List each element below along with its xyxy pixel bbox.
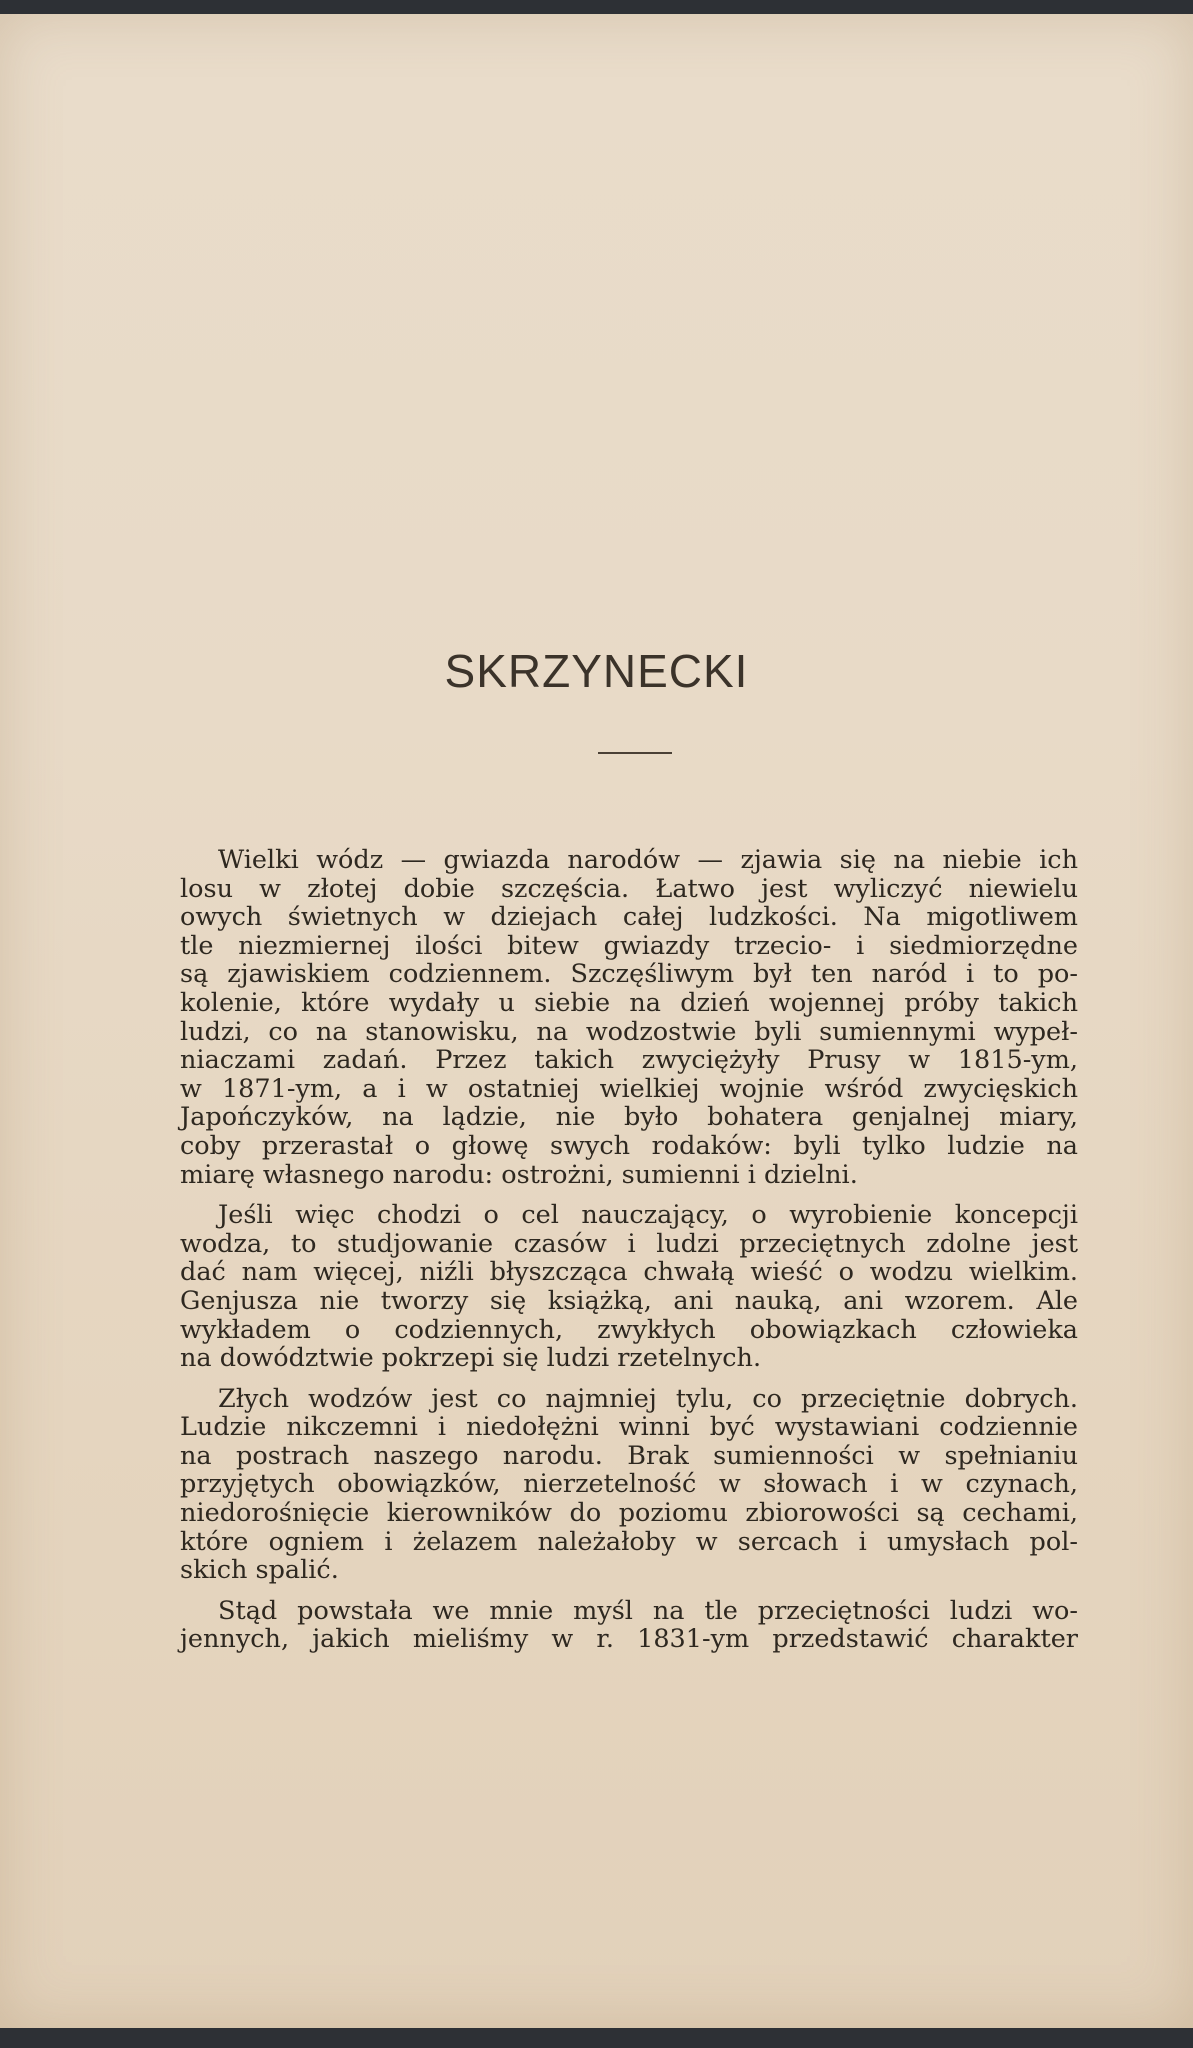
body-text: [180, 846, 1078, 1666]
paragraph-2: [180, 1201, 1078, 1373]
text-line: losu w złotej dobie szczęścia. Łatwo jest wyliczyć niewielu: [180, 873, 1078, 904]
text-line: Ludzie nikczemni i niedołężni winni być wystawiani codziennie: [180, 1412, 1078, 1443]
text-line: niedorośnięcie kierowników do poziomu zbiorowości są cechami,: [180, 1498, 1078, 1529]
text-line: Wielki wódz — gwiazda narodów — zjawia się na niebie ich: [218, 845, 1078, 875]
text-line: ludzi, co na stanowisku, na wodzostwie byli sumiennymi wypeł-: [180, 1016, 1078, 1047]
text-line: na dowództwie pokrzepi się ludzi rzetelnych.: [180, 1343, 762, 1374]
text-line: tle niezmiernej ilości bitew gwiazdy trzecio- i siedmiorzędne: [180, 930, 1078, 961]
text-line: kolenie, które wydały u siebie na dzień wojennej próby takich: [180, 987, 1078, 1018]
text-line: owych świetnych w dziejach całej ludzkości. Na migotliwem: [180, 902, 1078, 933]
chapter-title: SKRZYNECKI: [444, 645, 749, 697]
text-line: Genjusza nie tworzy się książką, ani nauką, ani wzorem. Ale: [180, 1285, 1078, 1316]
paragraph-3: [180, 1385, 1078, 1585]
text-line: Stąd powstała we mnie myśl na tle przeciętności ludzi wo-: [218, 1595, 1078, 1626]
title-divider: [598, 752, 672, 754]
text-line: miarę własnego narodu: ostrożni, sumienni i dzielni.: [180, 1159, 858, 1190]
text-line: Japończyków, na lądzie, nie było bohatera genjalnej miary,: [180, 1102, 1078, 1133]
text-line: które ogniem i żelazem należałoby w sercach i umysłach pol-: [180, 1526, 1078, 1557]
book-page: [0, 14, 1193, 2028]
text-line: w 1871-ym, a i w ostatniej wielkiej wojnie wśród zwycięskich: [180, 1073, 1078, 1104]
text-line: Złych wodzów jest co najmniej tylu, co przeciętnie dobrych.: [218, 1383, 1078, 1414]
text-line: skich spalić.: [180, 1555, 339, 1586]
text-line: coby przerastał o głowę swych rodaków: byli tylko ludzie na: [180, 1130, 1078, 1161]
text-line: na postrach naszego narodu. Brak sumienności w spełnianiu: [180, 1440, 1078, 1471]
paragraph-1: [180, 846, 1078, 1189]
text-line: dać nam więcej, niźli błyszcząca chwałą wieść o wodzu wielkim.: [180, 1257, 1078, 1288]
text-line: wodza, to studjowanie czasów i ludzi przeciętnych zdolne jest: [180, 1228, 1078, 1259]
text-line: wykładem o codziennych, zwykłych obowiązkach człowieka: [180, 1314, 1078, 1345]
text-line: jennych, jakich mieliśmy w r. 1831-ym przedstawić charakter: [180, 1624, 1078, 1655]
text-line: Jeśli więc chodzi o cel nauczający, o wyrobienie koncepcji: [218, 1200, 1078, 1231]
paragraph-4: [180, 1597, 1078, 1654]
text-line: przyjętych obowiązków, nierzetelność w słowach i w czynach,: [180, 1469, 1078, 1500]
text-line: niaczami zadań. Przez takich zwyciężyły Prusy w 1815-ym,: [180, 1045, 1078, 1076]
text-line: są zjawiskiem codziennem. Szczęśliwym był ten naród i to po-: [180, 959, 1078, 990]
